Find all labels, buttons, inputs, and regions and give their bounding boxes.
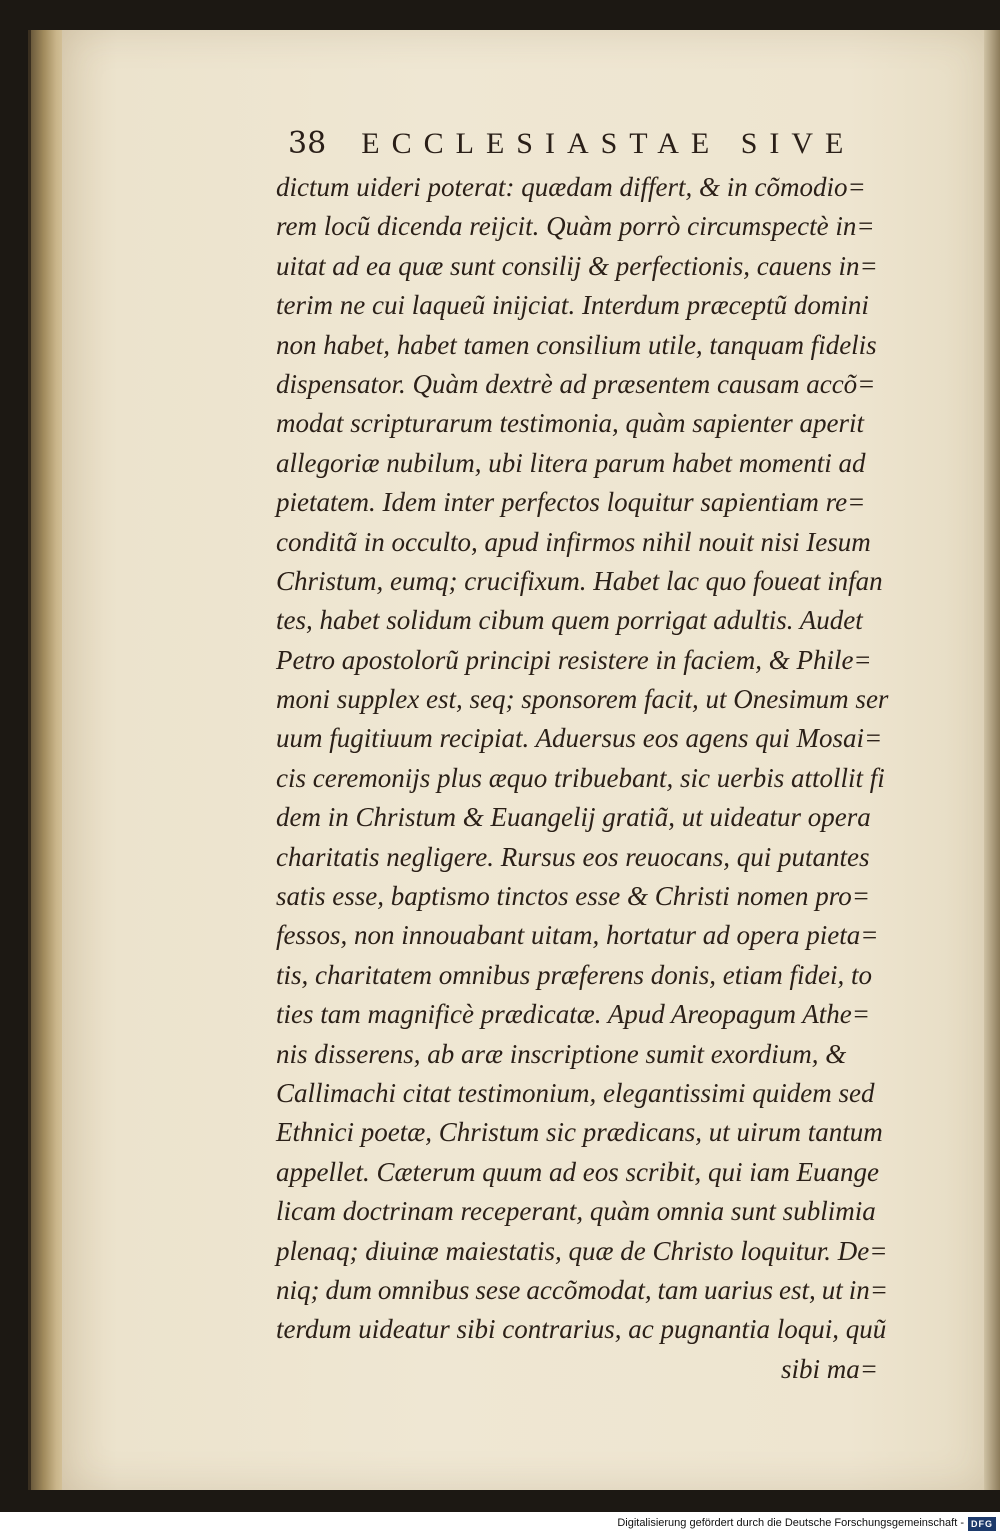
- text-line: fessos, non innouabant uitam, hortatur ad opera pieta=: [276, 920, 879, 951]
- digitization-footer: [0, 1512, 1000, 1537]
- text-line: ties tam magnificè prædicatæ. Apud Areopagum Athe=: [276, 999, 870, 1030]
- text-line: dem in Christum & Euangelij gratiã, ut uideatur opera: [276, 802, 871, 833]
- text-line: modat scripturarum testimonia, quàm sapienter aperit: [276, 408, 864, 439]
- text-line: Christum, eumq; crucifixum. Habet lac quo foueat infan: [276, 565, 883, 596]
- text-line: dictum uideri poterat: quædam differt, & in cõmodio=: [276, 172, 866, 202]
- text-line: Ethnici poetæ, Christum sic prædicans, ut uirum tantum: [276, 1117, 883, 1148]
- text-line: niq; dum omnibus sese accõmodat, tam uarius est, ut in=: [276, 1274, 888, 1305]
- text-line: nis disserens, ab aræ inscriptione sumit exordium, &: [276, 1038, 847, 1069]
- text-line: plenaq; diuinæ maiestatis, quæ de Christo loquitur. De=: [276, 1235, 888, 1266]
- running-head: ECCLESIASTAE SIVE: [361, 127, 856, 160]
- text-line: satis esse, baptismo tinctos esse & Christi nomen pro=: [276, 881, 870, 912]
- text-line: cis ceremonijs plus æquo tribuebant, sic uerbis attollit fi: [276, 762, 885, 793]
- text-line: uitat ad ea quæ sunt consilij & perfectionis, cauens in=: [276, 250, 878, 281]
- text-line: tis, charitatem omnibus præferens donis, etiam fidei, to: [276, 959, 872, 990]
- text-line: rem locũ dicenda reijcit. Quàm porrò circumspectè in=: [276, 211, 875, 242]
- text-line: uum fugitiuum recipiat. Aduersus eos agens qui Mosai=: [276, 723, 883, 754]
- body-text: [276, 168, 888, 1389]
- text-line: moni supplex est, seq; sponsorem facit, ut Onesimum ser: [276, 684, 889, 715]
- text-line: licam doctrinam receperant, quàm omnia sunt sublimia: [276, 1196, 876, 1227]
- text-line: conditã in occulto, apud infirmos nihil nouit nisi Iesum: [276, 526, 871, 557]
- text-line: appellet. Cæterum quum ad eos scribit, qui iam Euange: [276, 1156, 879, 1187]
- text-line: allegoriæ nubilum, ubi litera parum habet momenti ad: [276, 447, 866, 478]
- text-line: pietatem. Idem inter perfectos loquitur sapientiam re=: [276, 487, 866, 518]
- text-line: sibi ma=: [781, 1353, 878, 1384]
- page-number: 38: [288, 126, 327, 161]
- text-line: Callimachi citat testimonium, elegantissimi quidem sed: [276, 1077, 875, 1108]
- dfg-logo: DFG: [968, 1517, 996, 1531]
- text-line: dispensator. Quàm dextrè ad præsentem causam accõ=: [276, 368, 876, 399]
- text-line: terdum uideatur sibi contrarius, ac pugnantia loqui, quũ: [276, 1314, 887, 1345]
- funding-credit: Digitalisierung gefördert durch die Deutsche Forschungsgemeinschaft -: [617, 1517, 964, 1529]
- text-line: charitatis negligere. Rursus eos reuocans, qui putantes: [276, 841, 870, 872]
- page-header: [288, 126, 856, 166]
- text-line: terim ne cui laqueũ inijciat. Interdum præceptũ domini: [276, 290, 869, 321]
- text-line: non habet, habet tamen consilium utile, tanquam fidelis: [276, 329, 877, 360]
- text-line: Petro apostolorũ principi resistere in faciem, & Phile=: [276, 644, 872, 675]
- text-line: tes, habet solidum cibum quem porrigat adultis. Audet: [276, 605, 863, 636]
- page-right-edge: [984, 30, 1000, 1490]
